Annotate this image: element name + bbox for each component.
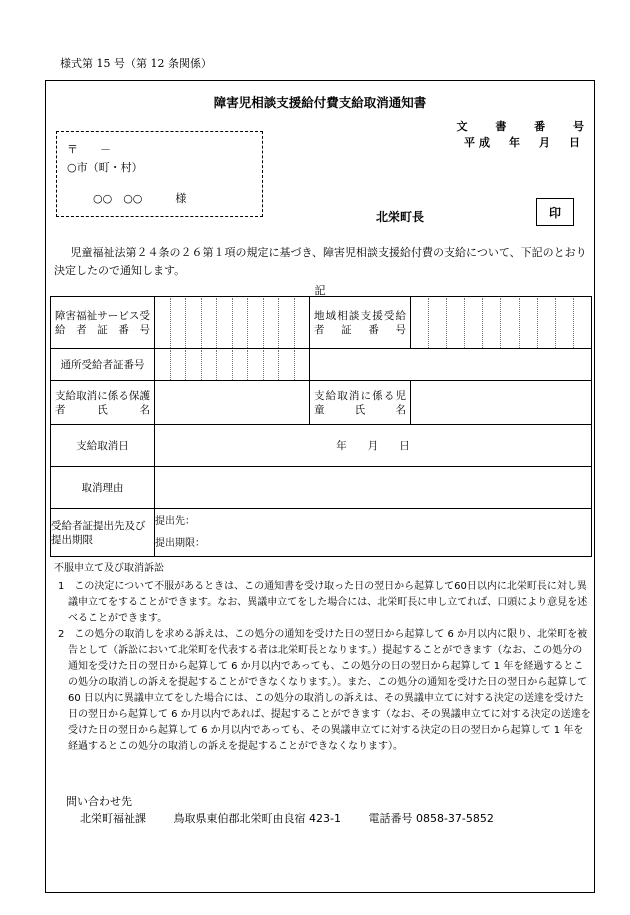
- contact-block: [66, 793, 518, 827]
- address-box: [56, 131, 263, 217]
- document-number-block: [456, 119, 596, 151]
- guardian-label: 支給取消に係る保護者氏名: [51, 381, 155, 425]
- submit-deadline: 提出期限：: [155, 537, 205, 549]
- contact-dept: 北栄町福祉課: [80, 812, 146, 825]
- guardian-value[interactable]: [155, 381, 310, 425]
- seal-box: 印: [536, 198, 574, 226]
- table-row: [51, 425, 592, 467]
- service-cert-cells[interactable]: [155, 297, 310, 349]
- child-label: 支給取消に係る児童氏名: [310, 381, 411, 425]
- day-cert-cells[interactable]: [155, 349, 310, 381]
- reason-label: 取消理由: [51, 467, 155, 509]
- notes-item-2: 2 この処分の取消しを求める訴えは、この処分の通知を受けた日の翌日から起算して 6 か月以内に限り、北栄町を被告として（訴訟において北栄町を代表する者は北栄町長となります。）提起することができます（なお、この処分の通知を受けた日の翌日から起算して 6 か月以内であっても、この処分の日の翌日から起算して 1 年を経過するとこの処分の取消しの訴えを提起することができなくなります。）。また、この処分の通知を受けた日の翌日から起算して 60 日以内に異議申立てをした場合には、この処分の取消しの訴えは、その異議申立てに対する決定の送達を受けた日の翌日から起算して 6 か月以内であれば、提起することができます（なお、その異議申立てに対する決定の送達を受けた日の翌日から起算して 6 か月以内であっても、その異議申立てに対する決定の日の翌日から起算して 1 年を経過するとこの処分の取消しの訴えを提起することができなくなります）。: [58, 629, 591, 752]
- notes-heading: 不服申立て及び取消訴訟: [54, 563, 164, 574]
- child-value[interactable]: [411, 381, 592, 425]
- contact-heading: 問い合わせ先: [66, 795, 132, 808]
- intro-text: 児童福祉法第２４条の２６第１項の規定に基づき、障害児相談支援給付費の支給について、下記のとおり決定したので通知します。: [54, 246, 587, 277]
- reason-value[interactable]: [155, 467, 592, 509]
- day-cert-blank: [310, 349, 592, 381]
- appeal-notes: [54, 561, 592, 755]
- document-title: 障害児相談支援給付費支給取消通知書: [213, 95, 427, 110]
- addressee-name: ○○ ○○ 様: [93, 192, 187, 205]
- regional-cert-label: 地域相談支援受給者証番号: [310, 297, 411, 349]
- table-row: [51, 297, 592, 349]
- cancel-date-label: 支給取消日: [51, 425, 155, 467]
- contact-address: 鳥取県東伯郡北栄町由良宿 423-1: [173, 812, 341, 825]
- table-row: [51, 509, 592, 557]
- submit-label: 受給者証提出先及び提出期限: [51, 509, 155, 557]
- table-row: [51, 381, 592, 425]
- table-row: [51, 349, 592, 381]
- table-row: [51, 467, 592, 509]
- regional-cert-cells[interactable]: [411, 297, 592, 349]
- contact-phone: 電話番号 0858-37-5852: [368, 812, 494, 825]
- notice-frame: [45, 80, 595, 893]
- notes-item-1: 1 この決定について不服があるときは、この通知書を受け取った日の翌日から起算して60日以内に北栄町長に対し異議申立てをすることができます。なお、異議申立てをした場合には、北栄町長に申し立てれば、口頭により意見を述べることができます。: [58, 581, 588, 624]
- document-number: 文 書 番 号: [456, 120, 596, 133]
- service-cert-label: 障害福祉サービス受給者証番号: [51, 297, 155, 349]
- postal-code: 〒 －: [67, 143, 111, 156]
- notice-table: [50, 296, 592, 557]
- contact-line: [66, 810, 518, 827]
- cancel-date-value[interactable]: 年 月 日: [155, 425, 592, 467]
- day-cert-label: 通所受給者証番号: [51, 349, 155, 381]
- form-number: 様式第 15 号（第 12 条関係）: [60, 57, 212, 70]
- issuer-name: 北栄町長: [376, 210, 425, 224]
- submit-value[interactable]: [155, 509, 592, 557]
- address-city: ○市（町・村）: [67, 161, 143, 174]
- submit-to: 提出先：: [155, 515, 195, 527]
- ki-marker: 記: [314, 284, 326, 297]
- document-date: 平成 年 月 日: [464, 136, 584, 149]
